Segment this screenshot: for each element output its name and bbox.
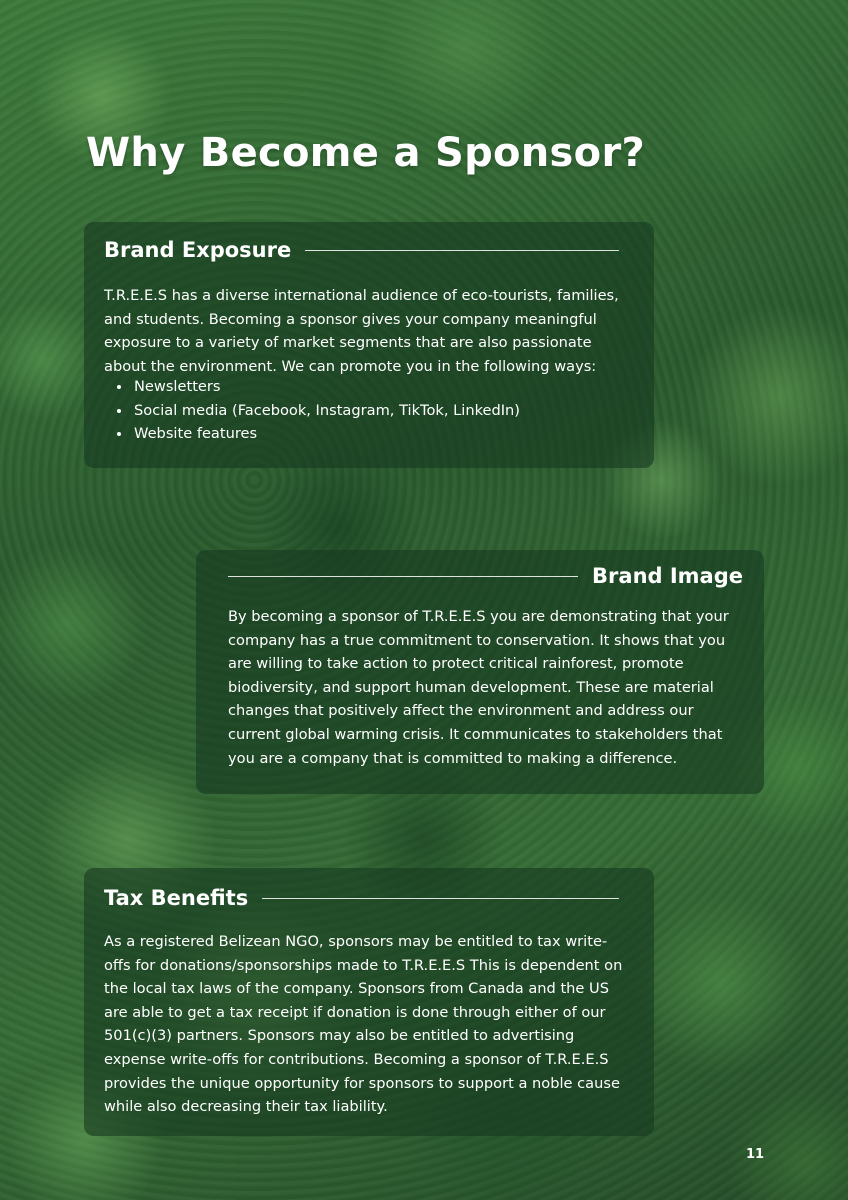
brand-exposure-text: T.R.E.E.S has a diverse international audience of eco-tourists, families, and students. Becoming a sponsor gives your company meaningful exposure to a variety of market segments that are also passionate about the environment. We can promote you in the following ways:: [104, 287, 619, 375]
brand-image-header: [228, 564, 743, 588]
page-title: Why Become a Sponsor?: [86, 130, 645, 176]
list-item: • Social media (Facebook, Instagram, TikTok, LinkedIn): [132, 399, 652, 423]
promotion-list: [104, 375, 652, 446]
page-number: 11: [746, 1147, 765, 1162]
list-item: • Website features: [132, 422, 652, 446]
brand-image-title: Brand Image: [592, 564, 743, 588]
list-item: • Newsletters: [132, 375, 652, 399]
header-divider: [262, 898, 619, 899]
tax-benefits-panel: [84, 868, 654, 1136]
brand-exposure-title: Brand Exposure: [104, 238, 292, 262]
brand-exposure-panel: [84, 222, 654, 468]
tax-benefits-text: As a registered Belizean NGO, sponsors may be entitled to tax write-offs for donations/sponsorships made to T.R.E.E.S This is dependent on the local tax laws of the company. Sponsors from Canada and the US are able to get a tax receipt if donation is done through either of our 501(c)(3) partners. Sponsors may also be entitled to advertising expense write-offs for contributions. Becoming a sponsor of T.R.E.E.S provides the unique opportunity for sponsors to support a noble cause while also decreasing their tax liability.: [104, 933, 623, 1116]
brand-exposure-header: [104, 238, 619, 262]
brand-image-text: By becoming a sponsor of T.R.E.E.S you are demonstrating that your company has a true commitment to conservation. It shows that you are willing to take action to protect critical rainforest, promote biodiversity, and support human development. These are material changes that positively affect the environment and address our current global warming crisis. It communicates to stakeholders that you are a company that is committed to making a difference.: [228, 608, 729, 767]
header-divider: [228, 576, 578, 577]
tax-benefits-title: Tax Benefits: [104, 886, 249, 910]
header-divider: [305, 250, 619, 251]
tax-benefits-header: [104, 886, 619, 910]
brand-image-panel: [196, 550, 764, 794]
